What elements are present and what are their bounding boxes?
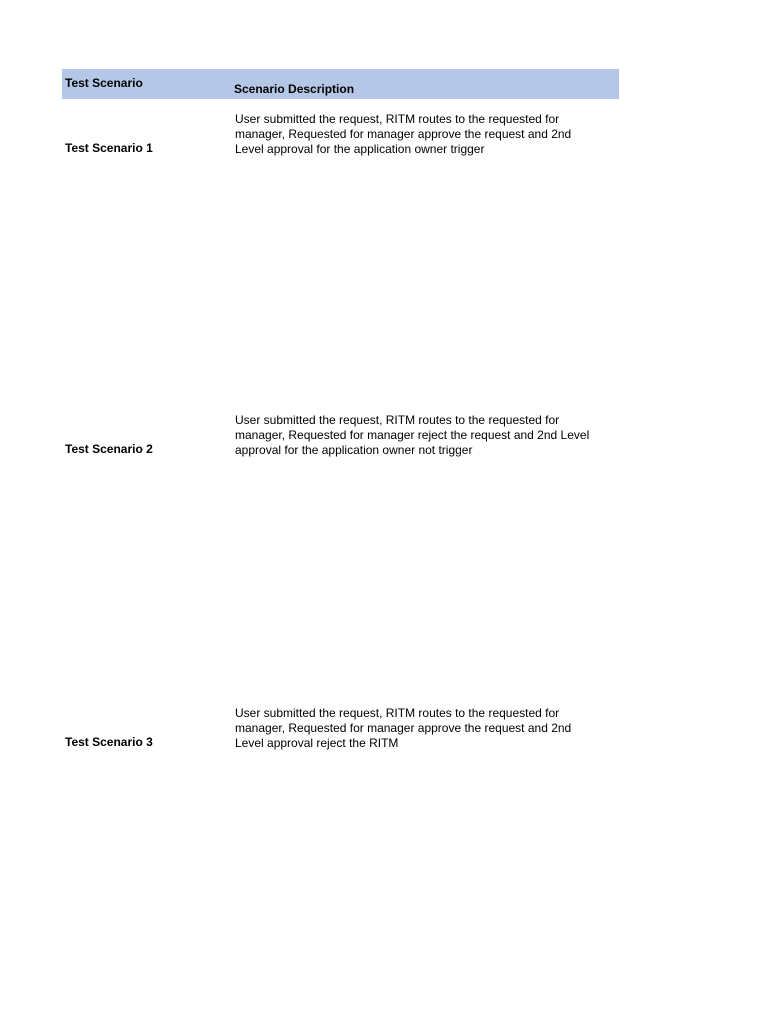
header-test-scenario: Test Scenario — [65, 76, 143, 90]
scenario-name-3: Test Scenario 3 — [65, 735, 153, 749]
table-header-row — [62, 69, 619, 99]
description-line: User submitted the request, RITM routes to the requested for — [235, 112, 560, 126]
scenario-description-1 — [235, 112, 615, 156]
scenario-name-2: Test Scenario 2 — [65, 442, 153, 456]
description-line: Level approval for the application owner trigger — [235, 141, 485, 156]
description-line: Level approval reject the RITM — [235, 735, 399, 750]
scenario-description-3 — [235, 706, 615, 750]
header-scenario-description: Scenario Description — [234, 82, 355, 96]
scenario-description-2 — [235, 413, 615, 457]
scenario-name-1: Test Scenario 1 — [65, 141, 153, 155]
description-line: User submitted the request, RITM routes to the requested for — [235, 706, 560, 720]
description-line: manager, Requested for manager reject the request and 2nd Level — [235, 427, 590, 442]
description-line: approval for the application owner not trigger — [235, 442, 473, 457]
description-line: manager, Requested for manager approve the request and 2nd — [235, 720, 572, 735]
description-line: manager, Requested for manager approve the request and 2nd — [235, 126, 572, 141]
description-line: User submitted the request, RITM routes to the requested for — [235, 413, 560, 427]
